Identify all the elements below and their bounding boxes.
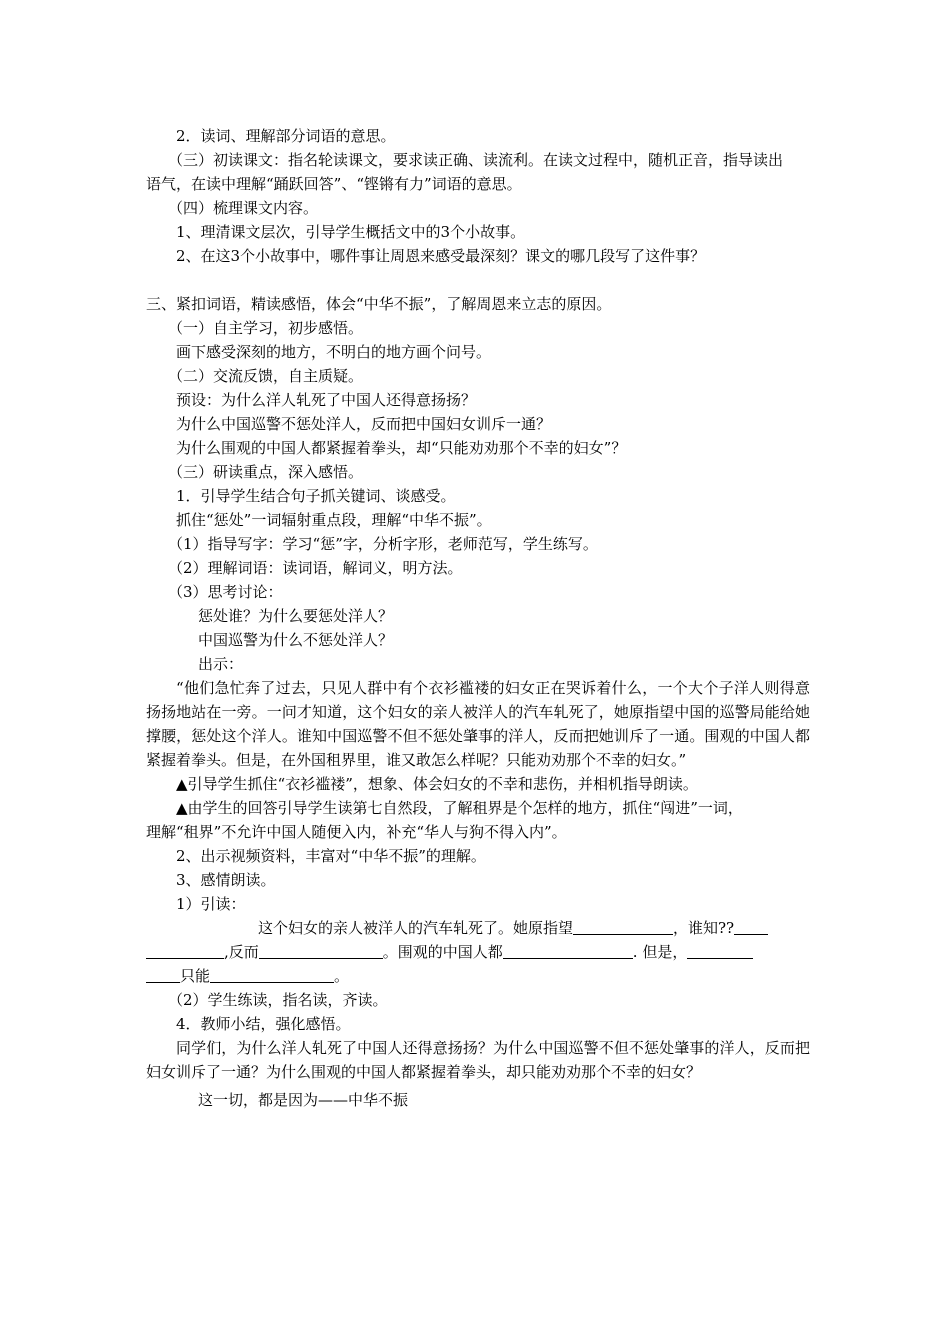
text-line: 1．引导学生结合句子抓关键词、谈感受。: [176, 487, 456, 505]
fill-text: 这个妇女的亲人被洋人的汽车轧死了。她原指望: [258, 919, 574, 937]
text-line: 语气，在读中理解“踊跃回答”、“铿锵有力”词语的意思。: [146, 175, 522, 193]
text-line: 画下感受深刻的地方，不明白的地方画个问号。: [176, 343, 492, 361]
section-heading: 三、紧扣词语，精读感悟，体会“中华不振”，了解周恩来立志的原因。: [146, 295, 612, 313]
text-line: 惩处谁？为什么要惩处洋人？: [198, 607, 394, 625]
text-line: （四）梳理课文内容。: [168, 199, 319, 217]
text-line: 为什么中国巡警不惩处洋人，反而把中国妇女训斥一通？: [176, 415, 552, 433]
text-line: （二）交流反馈，自主质疑。: [168, 367, 364, 385]
quote-paragraph: “他们急忙奔了过去，只见人群中有个衣衫褴褛的妇女正在哭诉着什么，一个大个子洋人则得意扬扬地站在一旁。一问才知道，这个妇女的亲人被洋人的汽车轧死了，她原指望中国的巡警局能给她撑腰，惩处这个洋人。谁知中国巡警不但不惩处肇事的洋人，反而把她训斥了一通。围观的中国人都紧握着拳头。但是，在外国租界里，谁又敢怎么样呢？只能劝劝那个不幸的妇女。”: [146, 679, 810, 769]
fill-blank: [734, 918, 768, 935]
fill-blank: [146, 966, 180, 983]
summary-paragraph: 同学们，为什么洋人轧死了中国人还得意扬扬？为什么中国巡警不但不惩处肇事的洋人，反而把妇女训斥了一通？为什么围观的中国人都紧握着拳头，却只能劝劝那个不幸的妇女？: [146, 1039, 810, 1081]
text-line: 1、理清课文层次，引导学生概括文中的3个小故事。: [176, 223, 526, 241]
fill-in-line: [146, 940, 810, 964]
text-line: 为什么围观的中国人都紧握着拳头，却“只能劝劝那个不幸的妇女”？: [176, 439, 627, 457]
text-line: （三）初读课文：指名轮读课文，要求读正确、读流利。在读文过程中，随机正音，指导读出: [168, 151, 784, 169]
text-line: （3）思考讨论：: [168, 583, 283, 601]
fill-text: 。围观的中国人都: [382, 943, 503, 961]
blank-line: [146, 268, 810, 292]
text-line: ▲由学生的回答引导学生读第七自然段，了解租界是个怎样的地方，抓住“闯进”一词，: [176, 799, 743, 817]
text-line: （一）自主学习，初步感悟。: [168, 319, 364, 337]
text-line: 预设：为什么洋人轧死了中国人还得意扬扬？: [176, 391, 477, 409]
text-line: （1）指导写字：学习“惩”字，分析字形，老师范写，学生练写。: [168, 535, 598, 553]
fill-blank: [210, 966, 334, 983]
fill-text: 。: [334, 967, 350, 985]
fill-blank: [573, 918, 673, 935]
fill-blank: [687, 942, 753, 959]
text-line: 3、感情朗读。: [176, 871, 276, 889]
fill-text: . 但是，: [632, 943, 688, 961]
fill-in-line: [146, 916, 810, 940]
document-body: [146, 124, 810, 1112]
text-line: （2）理解词语：读词语，解词义，明方法。: [168, 559, 463, 577]
text-line: ▲引导学生抓住“衣衫褴褛”，想象、体会妇女的不幸和悲伤，并相机指导朗读。: [176, 775, 698, 793]
fill-text: 只能: [180, 967, 211, 985]
text-line: 这一切，都是因为——中华不振: [198, 1091, 409, 1109]
fill-blank: [259, 942, 383, 959]
fill-in-line: [146, 964, 810, 988]
text-line: 2．读词、理解部分词语的意思。: [176, 127, 396, 145]
text-line: 2、在这3个小故事中，哪件事让周恩来感受最深刻？课文的哪几段写了这件事？: [176, 247, 706, 265]
text-line: （2）学生练读，指名读，齐读。: [168, 991, 388, 1009]
fill-blank: [503, 942, 633, 959]
fill-text: ，谁知??: [673, 919, 735, 937]
text-line: 1）引读：: [176, 895, 246, 913]
text-line: 抓住“惩处”一词辐射重点段，理解“中华不振”。: [176, 511, 492, 529]
text-line: 理解“租界”不允许中国人随便入内，补充“华人与狗不得入内”。: [146, 823, 567, 841]
text-line: （三）研读重点，深入感悟。: [168, 463, 364, 481]
text-line: 出示：: [198, 655, 244, 673]
text-line: 2、出示视频资料，丰富对“中华不振”的理解。: [176, 847, 486, 865]
fill-blank: [146, 942, 224, 959]
fill-text: ,反而: [224, 943, 259, 961]
text-line: 4．教师小结，强化感悟。: [176, 1015, 351, 1033]
text-line: 中国巡警为什么不惩处洋人？: [198, 631, 394, 649]
